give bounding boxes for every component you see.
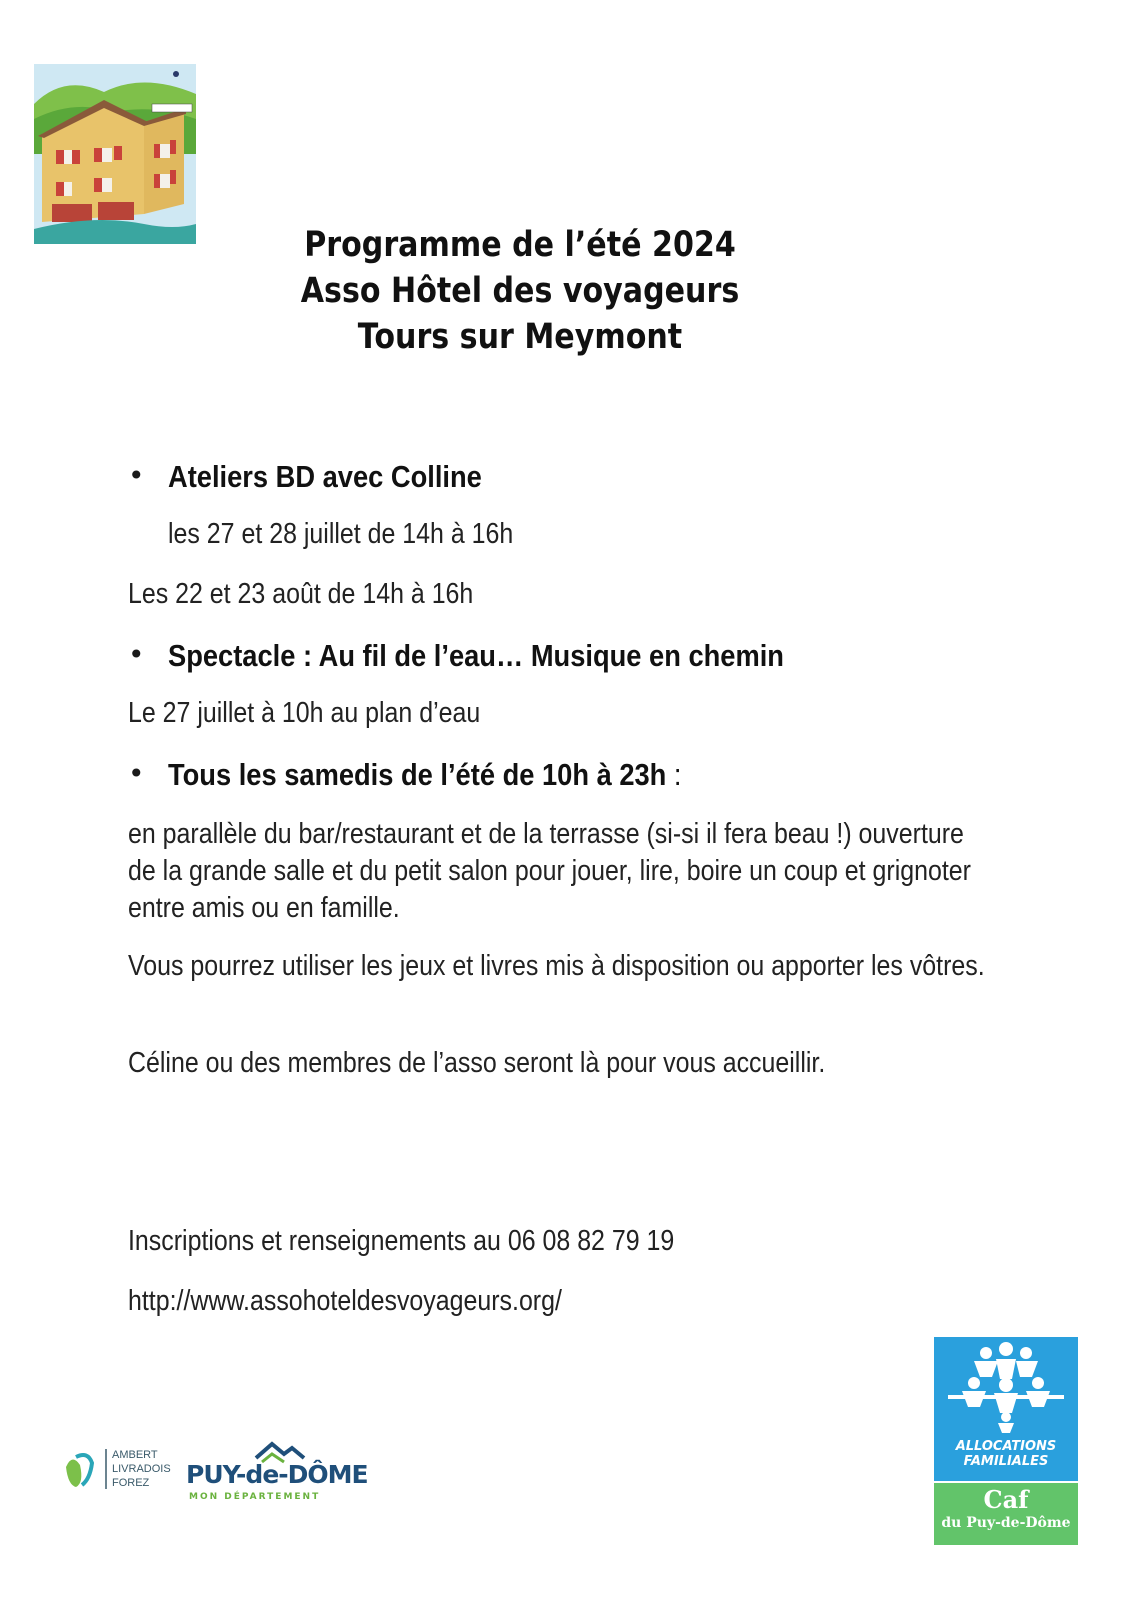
ambert-livradois-forez-text xyxy=(112,1448,171,1490)
ateliers-date-2: Les 22 et 23 août de 14h à 16h xyxy=(128,578,474,610)
caf-department: du Puy-de-Dôme xyxy=(941,1515,1071,1531)
hotel-illustration xyxy=(34,64,196,244)
aml-line-2: LIVRADOIS xyxy=(112,1463,171,1475)
page-title xyxy=(228,222,813,360)
samedis-paragraph-2: Vous pourrez utiliser les jeux et livres mis à disposition ou apporter les vôtres. xyxy=(128,950,985,982)
caf-name: Caf xyxy=(983,1485,1029,1514)
title-line-2: Asso Hôtel des voyageurs xyxy=(300,271,740,311)
puy-de-dome-name: PUY-de-DÔME xyxy=(186,1460,368,1489)
samedis-heading xyxy=(168,757,681,793)
title-line-3: Tours sur Meymont xyxy=(357,317,683,357)
ateliers-heading: Ateliers BD avec Colline xyxy=(168,459,482,494)
ateliers-date-1: les 27 et 28 juillet de 14h à 16h xyxy=(168,518,514,550)
bullet-icon: • xyxy=(128,757,145,790)
caf-figures-icon xyxy=(934,1337,1078,1437)
caf-logo xyxy=(934,1337,1078,1545)
title-line-1: Programme de l’été 2024 xyxy=(304,225,736,265)
caf-allocations-text xyxy=(934,1439,1078,1469)
aml-line-3: FOREZ xyxy=(112,1477,150,1489)
caf-line-1: ALLOCATIONS xyxy=(955,1439,1057,1454)
website-link[interactable]: http://www.assohoteldesvoyageurs.org/ xyxy=(128,1285,562,1317)
bullet-icon: • xyxy=(128,638,145,671)
bullet-icon: • xyxy=(128,459,145,492)
spectacle-date: Le 27 juillet à 10h au plan d’eau xyxy=(128,697,481,729)
inscriptions-text: Inscriptions et renseignements au 06 08 82 79 19 xyxy=(128,1225,675,1257)
samedis-heading-text: Tous les samedis de l’été de 10h à 23h xyxy=(168,757,667,792)
samedis-colon: : xyxy=(666,757,682,792)
puy-de-dome-subtitle: MON DÉPARTEMENT xyxy=(189,1492,321,1502)
aml-line-1: AMBERT xyxy=(112,1449,158,1461)
samedis-paragraph-1: en parallèle du bar/restaurant et de la terrasse (si-si il fera beau !) ouverture de la grande salle et du petit salon pour jouer, lire, boire un coup et grignoter entre amis ou en famille. xyxy=(128,818,971,924)
samedis-paragraph-3: Céline ou des membres de l’asso seront là pour vous accueillir. xyxy=(128,1047,826,1079)
spectacle-heading: Spectacle : Au fil de l’eau… Musique en chemin xyxy=(168,638,784,673)
caf-line-2: FAMILIALES xyxy=(963,1454,1049,1469)
